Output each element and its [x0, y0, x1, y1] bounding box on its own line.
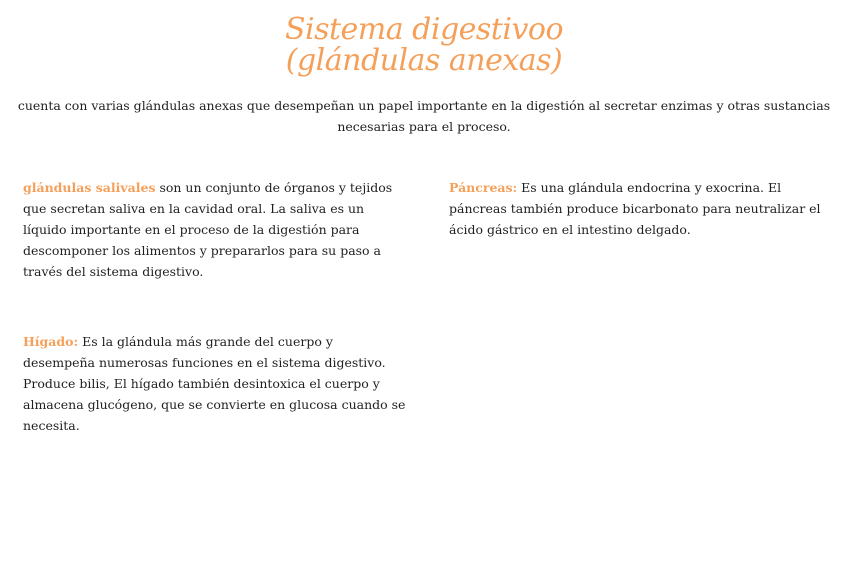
section-heading-salivales: glándulas salivales [23, 180, 156, 195]
page-title [0, 14, 848, 76]
section-glandulas-salivales [23, 177, 408, 282]
section-heading-pancreas: Páncreas: [449, 180, 518, 195]
section-higado [23, 331, 408, 436]
title-line-2: (glándulas anexas) [285, 43, 563, 78]
intro-paragraph: cuenta con varias glándulas anexas que desempeñan un papel importante en la digestión al secretar enzimas y otras sustancias necesarias para el proceso. [17, 98, 831, 134]
section-pancreas [449, 177, 834, 240]
title-line-1: Sistema digestivoo [284, 12, 564, 47]
section-text-higado: Es la glándula más grande del cuerpo y desempeña numerosas funciones en el sistema digestivo. Produce bilis, El hígado también desintoxica el cuerpo y almacena glucógeno, que se convierte en glucosa cuando se necesita. [23, 334, 406, 433]
section-text-salivales: son un conjunto de órganos y tejidos que secretan saliva en la cavidad oral. La saliva es un líquido importante en el proceso de la digestión para descomponer los alimentos y prepararlos para su paso a través del sistema digestivo. [23, 180, 393, 279]
section-heading-higado: Hígado: [23, 334, 79, 349]
section-text-pancreas: Es una glándula endocrina y exocrina. El páncreas también produce bicarbonato para neutralizar el ácido gástrico en el intestino delgado. [449, 180, 821, 237]
